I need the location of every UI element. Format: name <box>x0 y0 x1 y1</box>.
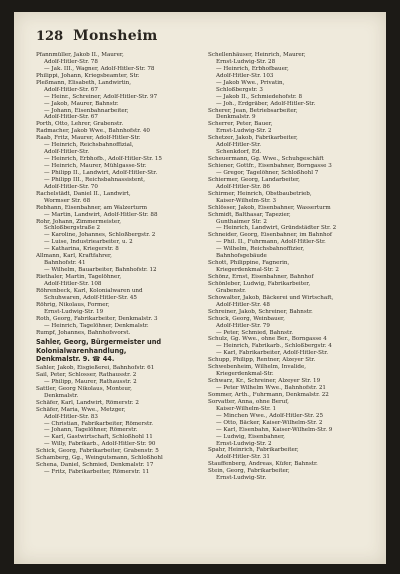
directory-continuation-line: Denkmalstr. <box>44 392 79 399</box>
directory-continuation-line: Kaiser-Wilhelm-Str. 1 <box>216 405 277 412</box>
directory-continuation-line: — Heinr., Schreiner, Adolf-Hitler-Str. 97 <box>44 93 158 100</box>
directory-continuation-line: Ernst-Ludwig-Str. 2 <box>216 440 272 447</box>
directory-continuation-line: — Heinrich, Reichsbahnoffizial, <box>44 142 134 149</box>
directory-continuation-line: — Ludwig, Eisenbahner, <box>216 433 285 440</box>
directory-entry: Sommer, Arth., Fuhrmann, Denkmalstr. 22 <box>208 391 329 398</box>
directory-continuation-line: Wormser Str. 68 <box>44 197 91 204</box>
directory-continuation-line: — Phil. II., Fuhrmann, Adolf-Hitler-Str. <box>216 239 326 246</box>
directory-continuation-line: — Jakob, Maurer, Bahnstr. <box>44 100 119 107</box>
directory-entry: Schetzer, Jakob, Fabrikarbeiter, <box>208 135 298 142</box>
directory-continuation-line: Adolf-Hitler-Str. 67 <box>44 86 98 93</box>
directory-continuation-line: — Heinrich, Fabrikarb., Schloßbergstr. 4 <box>216 343 332 350</box>
directory-entry: Schwarz, Kr., Schreiner, Alzeyer Str. 19 <box>208 378 321 385</box>
directory-continuation-line: Ernst-Ludwig-Str. 2 <box>216 128 272 135</box>
directory-continuation-line: Grabenstr. <box>216 287 246 294</box>
advertisement-entry <box>36 338 204 363</box>
directory-continuation-line: — Karl, Gastwirtschaft, Schloßhohl 11 <box>44 434 153 441</box>
directory-entry: Schwebenheim, Wilhelm, Invalide, <box>208 364 307 371</box>
directory-continuation-line: — Wilhelm, Reichsbahnoffizier, <box>216 246 305 253</box>
directory-continuation-line: — Philipp III., Reichsbahnassistent, <box>44 176 145 183</box>
directory-continuation-line: — Karoline, Johannes, Schloßbergstr. 2 <box>44 232 156 239</box>
directory-entry: Schena, Daniel, Schmied, Denkmalstr. 17 <box>36 462 154 469</box>
directory-entry: Schellenhäuser, Heinrich, Maurer, <box>208 52 306 58</box>
directory-continuation-line: — Karl, Fabrikarbeiter, Adolf-Hitler-Str. <box>216 350 329 357</box>
directory-continuation-line: — Willy, Fabrikarb., Adolf-Hitler-Str. 90 <box>44 441 156 448</box>
directory-continuation-line: — Peter, Schmied, Bahnstr. <box>216 329 294 336</box>
directory-continuation-line: Adolf-Hitler-Str. 70 <box>44 183 98 190</box>
directory-entry: Schönz, Ernst, Eisenbahner, Bahnhof <box>208 274 314 280</box>
directory-continuation-line: — Jakob II., Schmiedehofstr. 8 <box>216 93 303 100</box>
advertisement-line: Kolonialwarenhandlung, <box>36 346 127 355</box>
directory-entry: Röhrig, Nikolaus, Former, <box>36 301 110 308</box>
directory-continuation-line: — Jak. III., Wagner, Adolf-Hitler-Str. 78 <box>44 65 155 72</box>
directory-continuation-line: — Katharina, Kriegerstr. 8 <box>44 246 119 253</box>
directory-entry: Schott, Philippine, Fagnerin, <box>208 260 290 267</box>
directory-continuation-line: — Karl, Eisenbahn, Kaiser-Wilhelm-Str. 9 <box>216 426 333 433</box>
advertisement-line: Sahler, Georg, Bürgermeister und <box>36 338 162 347</box>
directory-continuation-line: — Heinrich, Erbhofb., Adolf-Hitler-Str. 15 <box>44 156 162 163</box>
directory-continuation-line: Adolf-Hitler-Str. 103 <box>216 72 274 79</box>
left-column <box>36 52 204 476</box>
directory-entry: Schlösser, Jakob, Eisenbahner, Wasserturm <box>208 204 331 211</box>
directory-entry: Schick, Georg, Fabrikarbeiter, Grabenstr. 5 <box>36 448 159 455</box>
directory-continuation-line: — Johann, Tagelöhner, Römerstr. <box>44 427 138 434</box>
directory-entry: Schiermer, Georg, Landarbeiter, <box>208 176 300 183</box>
directory-entry: Schowalter, Jakob, Bäckerei und Wirtschaft, <box>208 294 334 301</box>
directory-continuation-line: Schloßbergstr. 3 <box>216 86 263 93</box>
directory-entry: Allmann, Karl, Kraftfahrer, <box>36 253 112 260</box>
directory-entry: Pleßmann, Elisabeth, Landwirtin, <box>36 79 132 86</box>
page-title: Monsheim <box>73 28 158 44</box>
directory-continuation-line: Schenkdorf, Ed. <box>216 149 262 156</box>
directory-entry: Porth, Otto, Lehrer, Grabenstr. <box>36 121 124 128</box>
directory-entry: Schuck, Georg, Weinbauer, <box>208 315 285 322</box>
directory-continuation-line: — Philipp II., Landwirt, Adolf-Hitler-Str. <box>44 169 158 176</box>
directory-continuation-line: Bahnhofsgebäude <box>216 253 267 260</box>
directory-continuation-line: — Heinrich, Maurer, Mühlgasse-Str. <box>44 163 147 169</box>
directory-continuation-line: — Luise, Industriearbeiter, u. 2 <box>44 239 133 246</box>
directory-continuation-line: — Peter Wilhelm Wwe., Bahnhofstr. 21 <box>216 385 326 391</box>
directory-page <box>14 12 386 564</box>
advertisement-line: Denkmalstr. 9. ☎ 44. <box>36 354 115 363</box>
directory-entry: Schulz, Gg. Wwe., ohne Ber., Borngasse 4 <box>208 336 327 343</box>
directory-entry: Scherrer, Peter, Bauer, <box>208 121 273 128</box>
directory-continuation-line: — Fritz, Fabrikarbeiter, Römerstr. 11 <box>44 469 150 476</box>
directory-entry: Riethaler, Martin, Tagelöhner, <box>36 274 122 280</box>
directory-entry: Spahr, Heinrich, Fabrikarbeiter, <box>208 447 299 454</box>
directory-continuation-line: Schloßbergstraße 2 <box>44 225 101 232</box>
directory-continuation-line: Adolf-Hitler-Str. 78 <box>44 58 98 65</box>
directory-continuation-line: Adolf-Hitler-Str. 31 <box>216 454 270 461</box>
directory-continuation-line: Bahnhofstr. 41 <box>44 260 86 267</box>
directory-entry: Sahler, Jakob, Eisgießerei, Bahnhofstr. 61 <box>36 365 155 371</box>
directory-continuation-line: — Gregor, Tagelöhner, Schloßhohl 7 <box>216 169 319 176</box>
directory-continuation-line: Ernst-Ludwig-Str. 19 <box>44 308 104 315</box>
directory-continuation-line: — Minchen Wwe., Adolf-Hitler-Str. 25 <box>216 412 324 419</box>
page-number: 128 <box>36 29 64 44</box>
directory-continuation-line: — Christian, Fabrikarbeiter, Römerstr. <box>44 420 154 427</box>
directory-continuation-line: — Joh., Erdgräber, Adolf-Hitler-Str. <box>216 100 316 107</box>
directory-continuation-line: Denkmalstr. 9 <box>216 114 256 121</box>
directory-continuation-line: — Johann, Eisenbahnarbeiter, <box>44 107 129 114</box>
directory-entry: Roth, Georg, Fabrikarbeiter, Denkmalstr. 3 <box>36 315 158 322</box>
directory-continuation-line: — Philipp, Maurer, Rathausstr. 2 <box>44 378 137 385</box>
directory-entry: Stauffenberg, Andreas, Küfer, Bahnstr. <box>208 461 318 468</box>
directory-entry: Philippi, Johann, Kriegsbeamter, Str. <box>36 72 140 79</box>
directory-continuation-line: Adolf-Hitler-Str. 108 <box>44 280 102 287</box>
directory-continuation-line: Gunthaimer Str. 2 <box>216 218 267 225</box>
directory-entry: Schäfer, Karl, Landwirt, Römerstr. 2 <box>36 399 139 406</box>
directory-entry: Scheuermann, Gg. Wwe., Schuhgeschäft <box>208 156 324 163</box>
directory-entry: Schupp, Philipp, Rentner, Alzeyer Str. <box>208 357 316 364</box>
directory-continuation-line: Adolf-Hitler-Str. 83 <box>44 413 98 420</box>
directory-entry: Rohr, Johann, Zimmermeister, <box>36 218 122 225</box>
directory-continuation-line: Schuhwaren, Adolf-Hitler-Str. 45 <box>44 294 137 301</box>
directory-continuation-line: — Martin, Landwirt, Adolf-Hitler-Str. 88 <box>44 211 158 218</box>
directory-entry: Sorvatter, Anna, ohne Beruf, <box>208 398 289 405</box>
directory-continuation-line: — Heinrich, Landwirt, Gründstädter Str. 2 <box>216 225 337 232</box>
directory-continuation-line: — Wilhelm, Bauarbeiter, Bahnhofstr. 12 <box>44 267 157 274</box>
directory-entry: Schreiner, Jakob, Schreiner, Bahnstr. <box>208 308 313 315</box>
directory-continuation-line: Kaiser-Wilhelm-Str. 3 <box>216 197 277 204</box>
directory-continuation-line: Adolf-Hitler-Str. 79 <box>216 322 270 329</box>
directory-continuation-line: — Jakob Wwe., Privatin, <box>216 79 285 86</box>
directory-continuation-line: Ernst-Ludwig-Str. 28 <box>216 58 276 65</box>
directory-entry: Rebhann, Eisenbahner, am Walzerturm <box>36 204 148 211</box>
directory-continuation-line: Kriegerdenkmal-Str. <box>216 371 274 378</box>
directory-entry: Raab, Fritz, Maurer, Adolf-Hitler-Str. <box>36 135 141 142</box>
directory-continuation-line: Kriegerdenkmal-Str. 2 <box>216 267 279 274</box>
directory-entry: Rumpf, Johannes, Bahnhofsvorst. <box>36 329 131 336</box>
directory-entry: Rachelstädt, Daniel II., Landwirt, <box>36 190 131 197</box>
directory-continuation-line: Ernst-Ludwig-Str. <box>216 475 267 482</box>
directory-entry: Pfannmüller, Jakob II., Maurer, <box>36 52 124 58</box>
directory-continuation-line: — Heinrich, Tagelöhner, Denkmalstr. <box>44 322 149 329</box>
directory-continuation-line: Adolf-Hitler-Str. <box>216 142 262 149</box>
directory-entry: Röhrenbeck, Karl, Kolonialwaren und <box>36 287 143 294</box>
directory-entry: Schneider, Georg, Eisenbahner, im Bahnhof <box>208 232 332 239</box>
page-header <box>36 28 158 44</box>
directory-entry: Stein, Georg, Fabrikarbeiter, <box>208 468 290 475</box>
directory-entry: Schmidt, Balthasar, Tapezier, <box>208 211 291 218</box>
directory-entry: Schönleber, Ludwig, Fabrikarbeiter, <box>208 280 311 287</box>
directory-entry: Schäfer, Maria, Wwe., Metzger, <box>36 406 126 413</box>
directory-continuation-line: Adolf-Hitler-Str. <box>44 149 90 156</box>
directory-continuation-line: Adolf-Hitler-Str. 86 <box>216 183 270 190</box>
directory-continuation-line: — Otto, Bäcker, Kaiser-Wilhelm-Str. 2 <box>216 419 323 426</box>
directory-entry: Radmacher, Jakob Wwe., Bahnhofstr. 40 <box>36 128 150 135</box>
directory-continuation-line: — Heinrich, Erbhofbauer, <box>216 65 289 72</box>
directory-entry: Sail, Peter, Schlosser, Rathausstr. 2 <box>36 371 137 378</box>
right-column <box>208 52 376 482</box>
directory-continuation-line: Adolf-Hitler-Str. 67 <box>44 114 98 121</box>
directory-entry: Sattler, Georg Nikolaus, Monteur, <box>36 385 132 392</box>
directory-entry: Schiener, Gottfr., Eisenbahner, Borngasse 3 <box>208 163 332 169</box>
directory-entry: Scherer, Jean, Betriebsarbeiter, <box>208 107 298 114</box>
directory-continuation-line: Adolf-Hitler-Str. 48 <box>216 301 270 308</box>
directory-entry: Schamberg, Gg., Weingutsmann, Schloßhohl <box>36 455 163 462</box>
directory-entry: Schirmer, Heinrich, Obstbaubetrieb, <box>208 190 312 197</box>
